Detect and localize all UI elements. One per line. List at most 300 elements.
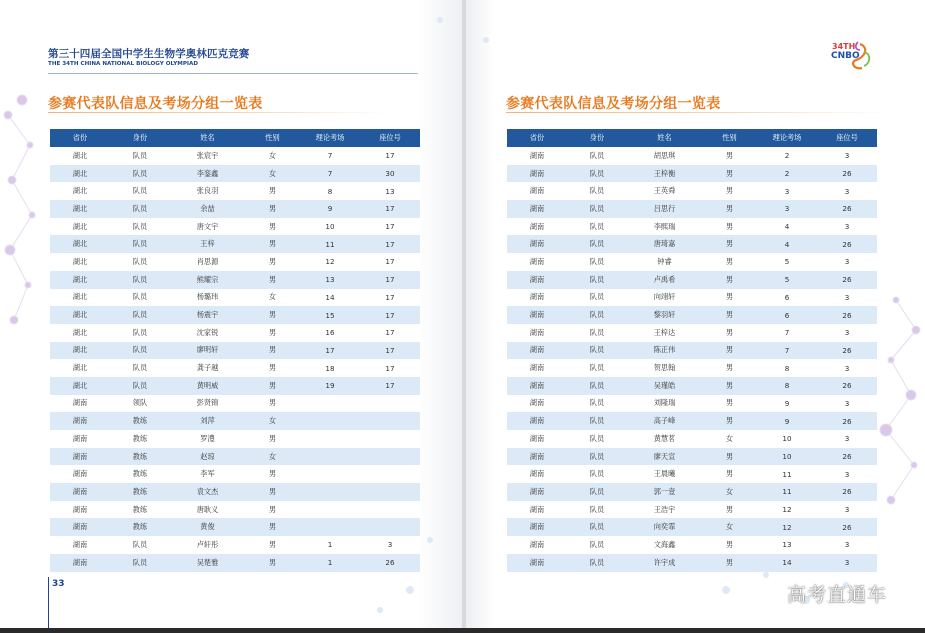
cell-gender: 男 (245, 518, 300, 536)
cell-seat: 3 (817, 253, 877, 271)
cell-exam-room (300, 501, 360, 519)
table-row (507, 165, 877, 183)
cell-role: 队员 (567, 554, 627, 572)
table-row (507, 377, 877, 395)
page-number: 33 (52, 579, 65, 589)
page-number-rule (48, 577, 49, 633)
table-row (50, 218, 420, 236)
cell-exam-room: 10 (757, 430, 817, 448)
table-row (507, 430, 877, 448)
cell-province: 湖南 (507, 342, 567, 360)
cell-exam-room: 11 (757, 483, 817, 501)
cell-exam-room: 18 (300, 359, 360, 377)
table-row (50, 554, 420, 572)
cell-seat: 26 (817, 483, 877, 501)
cell-exam-room (300, 395, 360, 413)
cell-province: 湖南 (507, 324, 567, 342)
cell-seat (360, 518, 420, 536)
table-row (50, 253, 420, 271)
cell-role: 队员 (567, 395, 627, 413)
cell-province: 湖南 (507, 536, 567, 554)
cell-role: 队员 (567, 165, 627, 183)
cell-name: 王晨曦 (627, 465, 702, 483)
table-header-row (50, 129, 420, 147)
cell-exam-room: 8 (300, 182, 360, 200)
cell-name: 唐耿义 (170, 501, 245, 519)
cell-province: 湖南 (50, 448, 110, 466)
table-row (50, 448, 420, 466)
cell-seat (360, 483, 420, 501)
watermark-text: 高考直通车 (787, 584, 888, 606)
cell-gender: 男 (702, 147, 757, 165)
title-underline-left (48, 112, 388, 113)
table-row (50, 147, 420, 165)
cell-gender: 男 (702, 289, 757, 307)
cell-name: 陈正伟 (627, 342, 702, 360)
cell-name: 唐琦嘉 (627, 235, 702, 253)
cell-province: 湖南 (507, 182, 567, 200)
cell-gender: 女 (245, 147, 300, 165)
cell-name: 黄明威 (170, 377, 245, 395)
cell-seat: 17 (360, 235, 420, 253)
cell-name: 吴楚雅 (170, 554, 245, 572)
cell-exam-room: 11 (300, 235, 360, 253)
cell-exam-room: 10 (757, 448, 817, 466)
cell-exam-room: 7 (300, 147, 360, 165)
cell-name: 胡思琪 (627, 147, 702, 165)
cell-gender: 男 (245, 306, 300, 324)
table-row (50, 412, 420, 430)
cell-exam-room: 4 (757, 218, 817, 236)
cell-province: 湖南 (507, 147, 567, 165)
cell-gender: 男 (702, 554, 757, 572)
cell-gender: 男 (245, 342, 300, 360)
cell-gender: 男 (702, 253, 757, 271)
cell-gender: 男 (702, 235, 757, 253)
cell-gender: 女 (702, 518, 757, 536)
cell-name: 高子峰 (627, 412, 702, 430)
table-row (50, 536, 420, 554)
cell-gender: 女 (245, 165, 300, 183)
cell-seat: 3 (817, 218, 877, 236)
cell-exam-room: 2 (757, 165, 817, 183)
cell-role: 队员 (567, 147, 627, 165)
cell-province: 湖南 (507, 165, 567, 183)
cell-role: 队员 (567, 306, 627, 324)
cell-exam-room: 2 (757, 147, 817, 165)
cell-gender: 男 (245, 218, 300, 236)
cell-seat: 3 (360, 536, 420, 554)
cell-name: 王梓衡 (627, 165, 702, 183)
cell-gender: 女 (702, 483, 757, 501)
cell-province: 湖南 (507, 218, 567, 236)
cell-exam-room: 4 (757, 235, 817, 253)
cell-role: 队员 (110, 342, 170, 360)
cell-gender: 男 (702, 342, 757, 360)
cell-name: 龚子越 (170, 359, 245, 377)
cell-seat: 17 (360, 377, 420, 395)
cell-name: 黎羽轩 (627, 306, 702, 324)
cell-name: 贺思翰 (627, 359, 702, 377)
cell-role: 队员 (110, 235, 170, 253)
cell-province: 湖北 (50, 200, 110, 218)
cell-exam-room: 8 (757, 377, 817, 395)
cell-gender: 男 (702, 324, 757, 342)
table-row (507, 200, 877, 218)
cell-province: 湖南 (507, 289, 567, 307)
cell-seat (360, 465, 420, 483)
cell-seat: 3 (817, 465, 877, 483)
logo-edition: 34TH (832, 42, 856, 51)
cell-name: 向奕霏 (627, 518, 702, 536)
cell-seat: 26 (817, 306, 877, 324)
cell-role: 队员 (567, 412, 627, 430)
column-header-name: 姓名 (627, 129, 702, 147)
cell-role: 队员 (110, 147, 170, 165)
cell-province: 湖南 (50, 518, 110, 536)
cell-name: 王梓达 (627, 324, 702, 342)
cell-province: 湖南 (50, 430, 110, 448)
cell-gender: 男 (245, 253, 300, 271)
cell-gender: 男 (702, 271, 757, 289)
cell-gender: 男 (702, 359, 757, 377)
table-row (50, 501, 420, 519)
cell-exam-room: 1 (300, 536, 360, 554)
cell-role: 队员 (567, 501, 627, 519)
cell-gender: 男 (245, 483, 300, 501)
cell-exam-room: 12 (757, 518, 817, 536)
column-header-seat: 座位号 (817, 129, 877, 147)
cell-exam-room: 6 (757, 289, 817, 307)
cell-seat: 26 (817, 342, 877, 360)
cell-gender: 男 (702, 377, 757, 395)
cell-gender: 男 (245, 377, 300, 395)
cell-seat: 26 (817, 377, 877, 395)
table-row (507, 147, 877, 165)
cell-role: 教练 (110, 412, 170, 430)
cell-name: 杨璐玮 (170, 289, 245, 307)
cell-exam-room: 11 (757, 465, 817, 483)
table-row (507, 253, 877, 271)
cell-seat: 13 (360, 182, 420, 200)
cell-gender: 男 (245, 395, 300, 413)
cell-role: 队员 (567, 235, 627, 253)
table-row (50, 395, 420, 413)
cell-exam-room (300, 412, 360, 430)
cell-name: 许宇成 (627, 554, 702, 572)
cell-seat: 3 (817, 395, 877, 413)
cell-province: 湖南 (507, 412, 567, 430)
cell-seat: 17 (360, 359, 420, 377)
cell-exam-room: 8 (757, 359, 817, 377)
cell-exam-room: 3 (757, 182, 817, 200)
table-row (50, 359, 420, 377)
cell-name: 张宸宇 (170, 147, 245, 165)
cell-seat: 3 (817, 182, 877, 200)
cell-exam-room (300, 430, 360, 448)
table-row (507, 218, 877, 236)
cell-gender: 男 (245, 465, 300, 483)
cell-role: 队员 (567, 289, 627, 307)
cell-gender: 男 (702, 395, 757, 413)
cell-seat: 17 (360, 342, 420, 360)
cell-name: 李军 (170, 465, 245, 483)
cell-role: 队员 (110, 536, 170, 554)
cell-seat: 17 (360, 147, 420, 165)
cell-name: 袁文杰 (170, 483, 245, 501)
table-row (50, 377, 420, 395)
column-header-gender: 性别 (702, 129, 757, 147)
table-row (50, 324, 420, 342)
table-row (50, 271, 420, 289)
cell-role: 队员 (567, 377, 627, 395)
cell-name: 廖天宣 (627, 448, 702, 466)
cell-exam-room: 13 (300, 271, 360, 289)
cell-seat: 26 (817, 518, 877, 536)
cell-province: 湖北 (50, 306, 110, 324)
cell-role: 教练 (110, 518, 170, 536)
cell-exam-room: 6 (757, 306, 817, 324)
table-row (507, 412, 877, 430)
table-row (507, 536, 877, 554)
cell-gender: 男 (702, 501, 757, 519)
cell-name: 唐文宇 (170, 218, 245, 236)
cell-seat: 26 (360, 554, 420, 572)
cell-gender: 男 (245, 536, 300, 554)
cell-exam-room: 17 (300, 342, 360, 360)
cell-exam-room: 7 (757, 342, 817, 360)
cell-exam-room (300, 518, 360, 536)
cell-province: 湖南 (50, 501, 110, 519)
table-row (50, 306, 420, 324)
cell-role: 队员 (567, 182, 627, 200)
cell-role: 队员 (110, 165, 170, 183)
cell-role: 队员 (110, 377, 170, 395)
table-row (507, 395, 877, 413)
cell-gender: 男 (245, 359, 300, 377)
cell-seat (360, 448, 420, 466)
cell-province: 湖南 (507, 271, 567, 289)
cell-province: 湖南 (507, 483, 567, 501)
cell-province: 湖北 (50, 147, 110, 165)
cell-seat: 30 (360, 165, 420, 183)
cell-gender: 男 (702, 165, 757, 183)
table-row (507, 359, 877, 377)
cell-seat (360, 395, 420, 413)
cell-name: 赵琼 (170, 448, 245, 466)
cell-seat: 17 (360, 253, 420, 271)
cell-exam-room: 19 (300, 377, 360, 395)
cell-name: 张良羽 (170, 182, 245, 200)
cell-exam-room: 9 (757, 395, 817, 413)
cell-exam-room: 5 (757, 253, 817, 271)
cell-role: 队员 (567, 430, 627, 448)
cell-province: 湖北 (50, 182, 110, 200)
cell-seat: 3 (817, 289, 877, 307)
cell-gender: 女 (245, 448, 300, 466)
publication-title-en: THE 34TH CHINA NATIONAL BIOLOGY OLYMPIAD (48, 61, 198, 67)
cell-role: 队员 (567, 518, 627, 536)
cell-province: 湖南 (50, 483, 110, 501)
cell-gender: 男 (702, 182, 757, 200)
cell-exam-room: 12 (757, 501, 817, 519)
cell-seat: 3 (817, 147, 877, 165)
cell-exam-room (300, 448, 360, 466)
logo-wordmark: CNBO (831, 51, 860, 61)
cell-seat (360, 430, 420, 448)
cell-exam-room: 16 (300, 324, 360, 342)
column-header-exam-room: 理论考场 (300, 129, 360, 147)
cell-role: 队员 (567, 536, 627, 554)
cell-province: 湖南 (50, 465, 110, 483)
left-page (0, 0, 462, 633)
cell-province: 湖南 (50, 395, 110, 413)
cell-name: 黄慧茗 (627, 430, 702, 448)
cell-gender: 男 (702, 306, 757, 324)
cell-province: 湖南 (50, 554, 110, 572)
cell-province: 湖北 (50, 235, 110, 253)
cell-province: 湖南 (507, 501, 567, 519)
cell-exam-room: 7 (300, 165, 360, 183)
table-header-row (507, 129, 877, 147)
cell-province: 湖北 (50, 271, 110, 289)
cell-name: 彭贤锦 (170, 395, 245, 413)
cell-exam-room: 13 (757, 536, 817, 554)
cell-gender: 男 (702, 536, 757, 554)
table-row (50, 165, 420, 183)
cell-gender: 男 (245, 324, 300, 342)
cell-province: 湖南 (507, 465, 567, 483)
roster-table-right (507, 129, 877, 572)
cell-role: 队员 (567, 483, 627, 501)
roster-body-right (507, 147, 877, 572)
cell-seat: 17 (360, 271, 420, 289)
column-header-province: 省份 (507, 129, 567, 147)
cell-name: 吕思行 (627, 200, 702, 218)
cell-gender: 男 (702, 412, 757, 430)
cell-gender: 男 (245, 430, 300, 448)
cell-province: 湖北 (50, 253, 110, 271)
cell-gender: 男 (245, 501, 300, 519)
cell-role: 队员 (110, 554, 170, 572)
column-header-gender: 性别 (245, 129, 300, 147)
cell-province: 湖南 (507, 554, 567, 572)
cell-role: 队员 (567, 465, 627, 483)
cell-name: 郭一壹 (627, 483, 702, 501)
cell-role: 教练 (110, 430, 170, 448)
cell-seat: 26 (817, 200, 877, 218)
cell-role: 教练 (110, 465, 170, 483)
title-underline-right (506, 112, 886, 113)
cell-exam-room: 3 (757, 200, 817, 218)
cell-name: 刘隆瑞 (627, 395, 702, 413)
cell-name: 沈家锐 (170, 324, 245, 342)
bottom-bar (0, 628, 925, 633)
table-row (507, 465, 877, 483)
cell-province: 湖南 (507, 518, 567, 536)
cell-province: 湖南 (507, 395, 567, 413)
cell-name: 肖思源 (170, 253, 245, 271)
table-row (50, 483, 420, 501)
section-title-left: 参赛代表队信息及考场分组一览表 (48, 96, 263, 112)
table-row (507, 501, 877, 519)
cell-name: 李銮鑫 (170, 165, 245, 183)
column-header-seat: 座位号 (360, 129, 420, 147)
table-row (507, 554, 877, 572)
cell-role: 队员 (567, 359, 627, 377)
cell-name: 黄俊 (170, 518, 245, 536)
table-row (50, 518, 420, 536)
right-page (466, 0, 925, 633)
cell-role: 教练 (110, 501, 170, 519)
cell-province: 湖北 (50, 289, 110, 307)
cell-role: 队员 (110, 182, 170, 200)
cell-role: 队员 (110, 359, 170, 377)
cell-province: 湖北 (50, 359, 110, 377)
cell-role: 队员 (567, 253, 627, 271)
cell-gender: 男 (245, 554, 300, 572)
cell-exam-room: 9 (300, 200, 360, 218)
table-row (50, 289, 420, 307)
cell-role: 队员 (567, 342, 627, 360)
header-divider (48, 73, 418, 74)
cell-role: 队员 (110, 324, 170, 342)
cell-seat: 26 (817, 448, 877, 466)
cell-gender: 女 (245, 412, 300, 430)
cell-name: 熊耀宗 (170, 271, 245, 289)
cell-name: 罗澧 (170, 430, 245, 448)
table-row (50, 465, 420, 483)
cell-seat (360, 501, 420, 519)
table-row (50, 430, 420, 448)
table-row (507, 271, 877, 289)
cell-seat: 17 (360, 289, 420, 307)
cell-exam-room: 5 (757, 271, 817, 289)
cell-role: 队员 (110, 253, 170, 271)
cell-seat: 3 (817, 359, 877, 377)
cell-province: 湖北 (50, 342, 110, 360)
cell-gender: 男 (702, 200, 757, 218)
cell-province: 湖南 (507, 253, 567, 271)
table-row (50, 182, 420, 200)
table-row (50, 200, 420, 218)
table-row (507, 235, 877, 253)
cell-exam-room: 15 (300, 306, 360, 324)
cell-exam-room: 14 (757, 554, 817, 572)
cell-exam-room: 12 (300, 253, 360, 271)
cell-seat: 3 (817, 501, 877, 519)
cell-gender: 女 (245, 289, 300, 307)
cell-province: 湖南 (507, 430, 567, 448)
cell-gender: 男 (245, 235, 300, 253)
cell-name: 卢轩彤 (170, 536, 245, 554)
cell-province: 湖北 (50, 218, 110, 236)
cell-role: 队员 (110, 306, 170, 324)
cell-exam-room (300, 465, 360, 483)
cell-exam-room: 10 (300, 218, 360, 236)
cell-name: 廖明轩 (170, 342, 245, 360)
cell-seat (360, 412, 420, 430)
cell-gender: 男 (702, 218, 757, 236)
roster-body-left (50, 147, 420, 572)
cell-gender: 男 (702, 465, 757, 483)
column-header-name: 姓名 (170, 129, 245, 147)
cell-seat: 26 (817, 271, 877, 289)
table-row (507, 289, 877, 307)
cell-province: 湖南 (507, 235, 567, 253)
table-row (507, 182, 877, 200)
table-row (507, 518, 877, 536)
